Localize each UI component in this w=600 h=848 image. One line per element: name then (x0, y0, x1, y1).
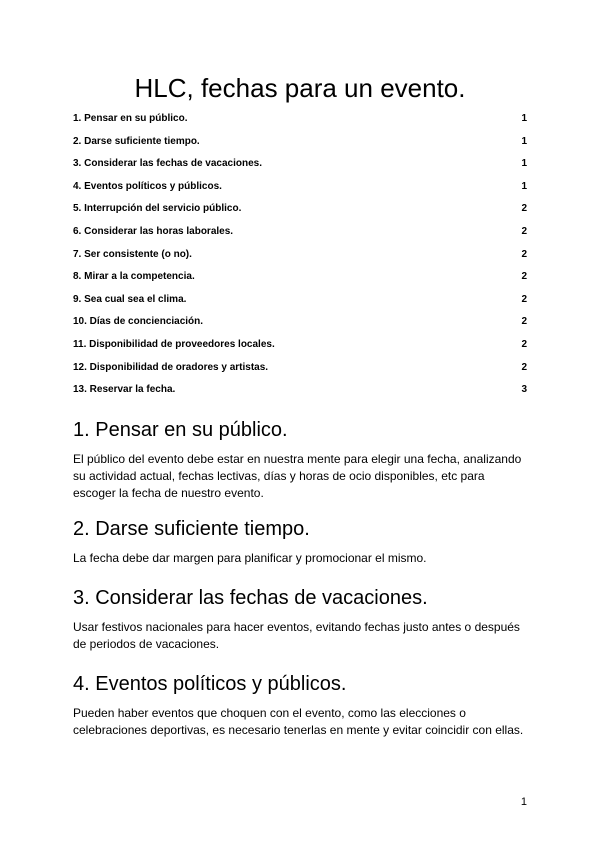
toc-item-page: 1 (521, 135, 527, 147)
toc-item-label: 4. Eventos políticos y públicos. (73, 180, 222, 192)
toc-item-page: 1 (521, 180, 527, 192)
toc-item-label: 5. Interrupción del servicio público. (73, 203, 242, 215)
section-body: Usar festivos nacionales para hacer eventos, evitando fechas justo antes o después de periodos de vacaciones. (73, 620, 520, 651)
toc-item[interactable] (73, 153, 527, 176)
toc-item-label: 11. Disponibilidad de proveedores locales. (73, 338, 275, 350)
section-heading: 4. Eventos políticos y públicos. (73, 673, 347, 695)
toc-item-label: 7. Ser consistente (o no). (73, 248, 192, 260)
toc-item-label: 3. Considerar las fechas de vacaciones. (73, 158, 262, 170)
toc-item[interactable] (73, 357, 527, 380)
toc-item[interactable] (73, 108, 527, 131)
toc-item[interactable] (73, 176, 527, 199)
section-1 (73, 417, 529, 502)
toc-item-label: 10. Días de concienciación. (73, 316, 204, 328)
section-2 (73, 516, 529, 567)
section-3 (73, 585, 529, 653)
toc-item[interactable] (73, 334, 527, 357)
section-heading: 1. Pensar en su público. (73, 419, 288, 441)
toc-item-label: 6. Considerar las horas laborales. (73, 225, 234, 237)
toc-item-label: 9. Sea cual sea el clima. (73, 293, 187, 305)
document-title: HLC, fechas para un evento. (134, 73, 466, 103)
table-of-contents (73, 108, 527, 402)
toc-item-label: 12. Disponibilidad de oradores y artistas. (73, 361, 269, 373)
toc-item-page: 2 (521, 316, 527, 328)
toc-item-page: 2 (521, 203, 527, 215)
toc-item-page: 1 (521, 158, 527, 170)
toc-item-label: 13. Reservar la fecha. (73, 384, 176, 396)
toc-item-page: 2 (521, 271, 527, 283)
toc-item-page: 2 (521, 293, 527, 305)
toc-item-label: 2. Darse suficiente tiempo. (73, 135, 200, 147)
toc-item[interactable] (73, 379, 527, 402)
toc-item[interactable] (73, 311, 527, 334)
toc-item-page: 2 (521, 338, 527, 350)
toc-item-page: 2 (521, 225, 527, 237)
toc-item[interactable] (73, 289, 527, 312)
page-number: 1 (520, 796, 527, 808)
toc-item-page: 3 (521, 384, 527, 396)
section-body: Pueden haber eventos que choquen con el evento, como las elecciones o celebraciones deportivas, es necesario tenerlas en mente y evitar coincidir con ellas. (73, 706, 524, 737)
toc-item[interactable] (73, 221, 527, 244)
toc-item[interactable] (73, 198, 527, 221)
toc-item[interactable] (73, 131, 527, 154)
section-4 (73, 671, 529, 739)
toc-item-page: 2 (521, 361, 527, 373)
toc-item-label: 8. Mirar a la competencia. (73, 271, 195, 283)
section-body: La fecha debe dar margen para planificar y promocionar el mismo. (73, 551, 427, 565)
toc-item[interactable] (73, 244, 527, 267)
section-heading: 2. Darse suficiente tiempo. (73, 518, 310, 540)
toc-item-page: 1 (521, 113, 527, 124)
toc-item[interactable] (73, 266, 527, 289)
toc-item-page: 2 (521, 248, 527, 260)
section-heading: 3. Considerar las fechas de vacaciones. (73, 587, 428, 609)
toc-item-label: 1. Pensar en su público. (73, 113, 188, 124)
section-body: El público del evento debe estar en nuestra mente para elegir una fecha, analizando su actividad actual, fechas lectivas, días y horas de ocio disponibles, etc para escoger la fecha de nuestro evento. (73, 452, 522, 500)
